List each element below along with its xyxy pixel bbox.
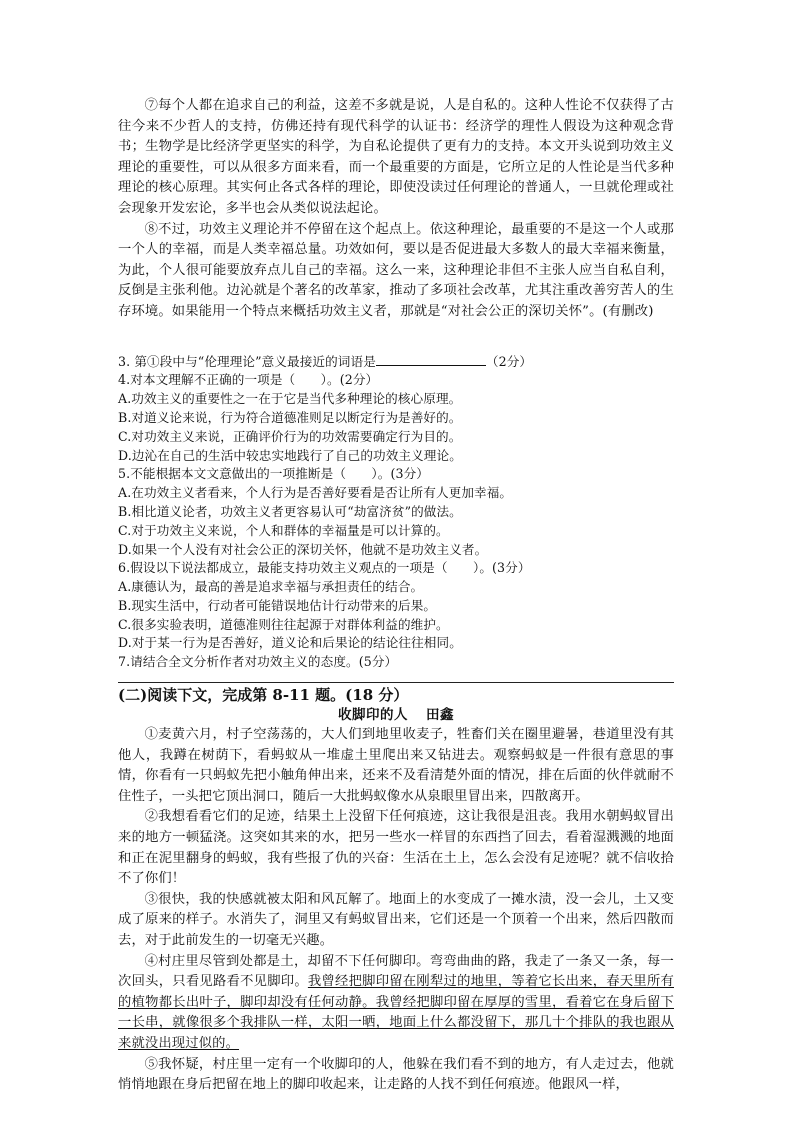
- question-5: 5.不能根据本文文意做出的一项推断是（ ）。(3分）: [118, 466, 429, 482]
- passage-paragraph-7: ⑦每个人都在追求自己的利益，这差不多就是说，人是自私的。这种人性论不仅获得了古往今来不少哲人的支持，仿佛还持有现代科学的认证书：经济学的理性人假设为这种观念背书；生物学是比经济学更坚实的科学，为自私论提供了更有力的支持。本文开头说到功效主义理论的重要性，可以从很多方面来看，而一个最重要的方面是，它所立足的人性论是当代多种理论的核心原理。其实何止各式各样的理论，即使没读过任何理论的普通人，一旦就伦理或社会现象开发宏论，多半也会从类似说法起论。: [118, 98, 674, 216]
- option: A.在功效主义者看来，个人行为是否善好要看是否让所有人更加幸福。: [118, 485, 513, 501]
- article-paragraph-2: ②我想看看它们的足迹，结果土上没留下任何痕迹，这让我很是沮丧。我用水朝蚂蚁冒出来的地方一顿猛浇。这突如其来的水，把另一些水一样冒的东西挡了回去，看着湿溅溅的地面和正在泥里翻身的蚂蚁，我有些报了仇的兴奋：生活在土上，怎么会没有足迹呢？就不信收拾不了你们！: [118, 809, 674, 887]
- paragraph-4-plain: ④村庄里尽管到处都是土，却留不下任何脚印。弯弯曲曲的路，我走了一条又一条，每一次回头，只看见路看不见脚印。: [118, 953, 674, 990]
- question-3: [118, 353, 674, 372]
- option: C.对于功效主义来说，个人和群体的幸福量是可以计算的。: [118, 522, 449, 538]
- option: C.对功效主义来说，正确评价行为的功效需要确定行为目的。: [118, 428, 462, 444]
- article-author: 田鑫: [426, 707, 454, 724]
- option: D.对于某一行为是否善好，道义论和后果论的结论往往相同。: [118, 635, 462, 651]
- paragraph-4-underlined: 我曾经把脚印留在刚犁过的地里，等着它长出来，春天里所有的植物都长出叶子，脚印却没有任何动静。我曾经把脚印留在厚厚的雪里，看着它在身后留下一长串，就像很多个我排队一样，太阳一晒，地面上什么都没留下，那几十个排队的我也跟从来就没出现过似的。: [118, 974, 674, 1051]
- question-3-text: 3. 第①段中与“伦理理论”意义最接近的词语是: [118, 353, 376, 369]
- option: C.很多实验表明，道德准则往往起源于对群体利益的维护。: [118, 616, 449, 632]
- article-paragraph-3: ③很快，我的快感就被太阳和风瓦解了。地面上的水变成了一摊水渍，没一会儿，土又变成了原来的样子。水消失了，洞里又有蚂蚁冒出来，它们还是一个顶着一个出来，然后四散而去，对于此前发生的一切毫无兴趣。: [118, 891, 674, 949]
- passage-paragraph-8: ⑧不过，功效主义理论并不停留在这个起点上。依这种理论，最重要的不是这一个人或那一个人的幸福，而是人类幸福总量。功效如何，要以是否促进最大多数人的最大幸福来衡量，为此，个人很可能要放弃点儿自己的幸福。这么一来，这种理论非但不主张人应当自私自利，反倒是主张利他。边沁就是个著名的改革家，推动了多项社会改革，尤其注重改善穷苦人的生存环境。如果能用一个特点来概括功效主义者，那就是“对社会公正的深切关怀”。(有删改): [118, 221, 674, 319]
- option: A.康德认为，最高的善是追求幸福与承担责任的结合。: [118, 579, 424, 595]
- option: D.边沁在自己的生活中较忠实地践行了自己的功效主义理论。: [118, 447, 462, 463]
- option: B.现实生活中，行动者可能错误地估计行动带来的后果。: [118, 597, 437, 613]
- question-4: 4.对本文理解不正确的一项是（ ）。(2分）: [118, 372, 379, 388]
- article-title-text: 收脚印的人: [338, 707, 408, 724]
- option: A.功效主义的重要性之一在于它是当代多种理论的核心原理。: [118, 391, 462, 407]
- section-divider: [118, 682, 674, 683]
- option: B.对道义论来说，行为符合道德准则足以断定行为是善好的。: [118, 409, 462, 425]
- article-title: [118, 705, 674, 725]
- option: B.相比道义论者，功效主义者更容易认可“劫富济贫”的做法。: [118, 503, 462, 519]
- section-2-heading: (二)阅读下文，完成第 8-11 题。(18 分）: [118, 686, 409, 705]
- answer-blank[interactable]: [376, 353, 486, 366]
- article-paragraph-5: ⑤我怀疑，村庄里一定有一个收脚印的人，他躲在我们看不到的地方，有人走过去，他就悄悄地跟在身后把留在地上的脚印收起来，让走路的人找不到任何痕迹。他跟风一样，: [118, 1056, 674, 1093]
- page-content: [118, 96, 674, 1096]
- article-paragraph-1: ①麦黄六月，村子空荡荡的，大人们到地里收麦子，牲畜们关在圈里避暑，巷道里没有其他人，我蹲在树荫下，看蚂蚁从一堆虚土里爬出来又钻进去。观察蚂蚁是一件很有意思的事情，你看有一只蚂蚁先把小触角伸出来，还来不及看清楚外面的情况，排在后面的伙伴就耐不住性子，一头把它顶出洞口，随后一大批蚂蚁像水从泉眼里冒出来，四散离开。: [118, 727, 674, 804]
- question-6: 6.假设以下说法都成立，最能支持功效主义观点的一项是（ ）。(3分）: [118, 560, 531, 576]
- option: D.如果一个人没有对社会公正的深切关怀，他就不是功效主义者。: [118, 541, 488, 557]
- question-7: 7.请结合全文分析作者对功效主义的态度。(5分）: [118, 654, 398, 670]
- article-paragraph-4: [118, 952, 674, 1055]
- question-3-score: （2分）: [485, 353, 533, 369]
